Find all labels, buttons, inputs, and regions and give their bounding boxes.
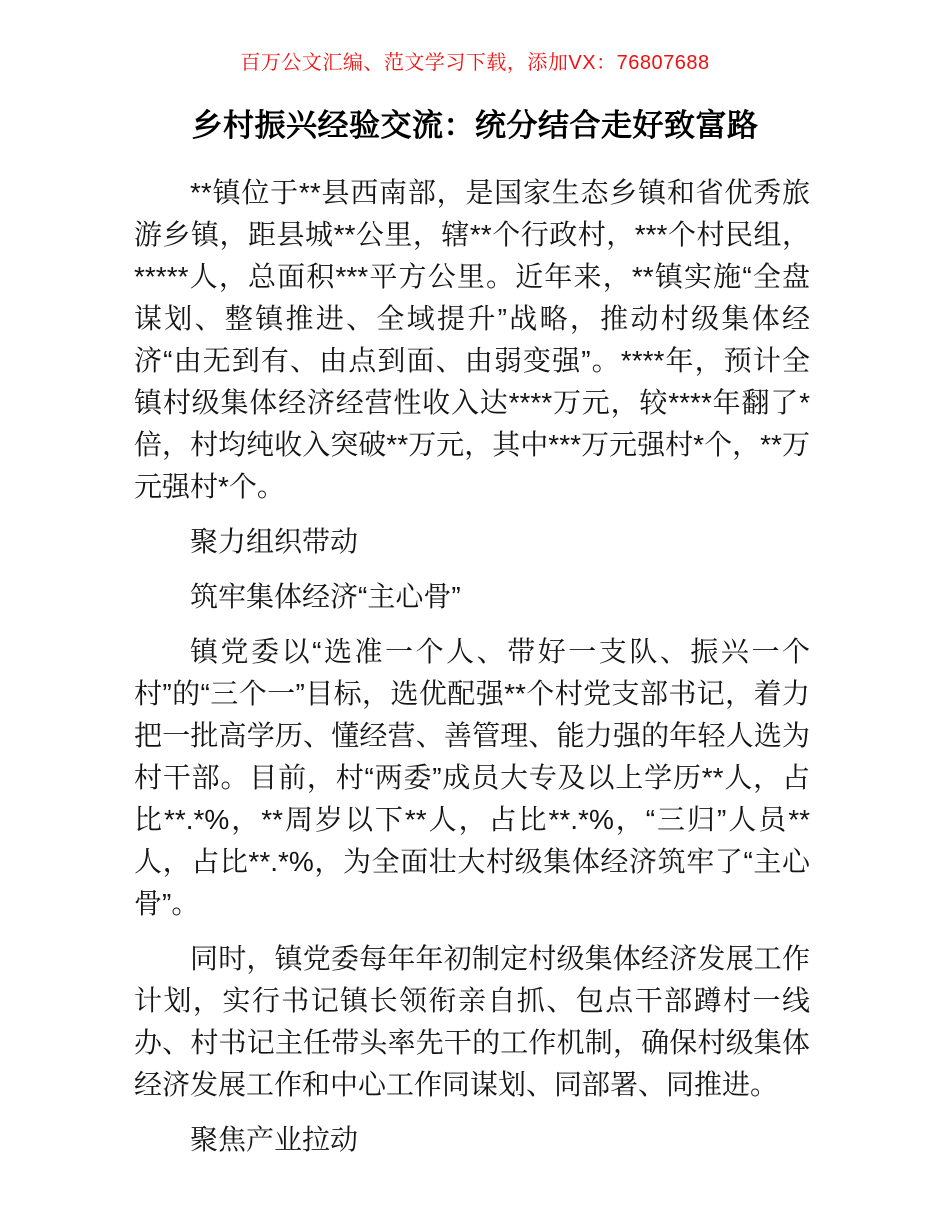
promo-header: 百万公文汇编、范文学习下载，添加VX：76807688	[240, 52, 710, 74]
subhead-zhulao-jiti-jingji: 筑牢集体经济“主心骨”	[190, 581, 461, 612]
paragraph-tongshi: 同时，镇党委每年年初制定村级集体经济发展工作计划，实行书记镇长领衔亲自抓、包点干部蹲村一线办、村书记主任带头率先干的工作机制，确保村级集体经济发展工作和中心工作同谋划、同部署、同推进。	[134, 943, 810, 1100]
paragraph-intro: **镇位于**县西南部，是国家生态乡镇和省优秀旅游乡镇，距县城**公里，辖**个行政村，***个村民组，*****人，总面积***平方公里。近年来，**镇实施“全盘谋划、整镇推进、全域提升”战略，推动村级集体经济“由无到有、由点到面、由弱变强”。****年，预计全镇村级集体经济经营性收入达****万元，较****年翻了*倍，村均纯收入突破**万元，其中***万元强村*个，**万元强村*个。	[134, 177, 810, 502]
paragraph-zhendangwei: 镇党委以“选准一个人、带好一支队、振兴一个村”的“三个一”目标，选优配强**个村党支部书记，着力把一批高学历、懂经营、善管理、能力强的年轻人选为村干部。目前，村“两委”成员大专及以上学历**人，占比**.*%，**周岁以下**人，占比**.*%，“三归”人员**人，占比**.*%，为全面壮大村级集体经济筑牢了“主心骨”。	[134, 636, 810, 919]
subhead-jujiao-chanye-ladong: 聚焦产业拉动	[190, 1124, 359, 1155]
subhead-juli-zuzhi-daidong: 聚力组织带动	[190, 526, 359, 557]
document-title: 乡村振兴经验交流：统分结合走好致富路	[191, 108, 759, 143]
document-body	[134, 172, 810, 1161]
